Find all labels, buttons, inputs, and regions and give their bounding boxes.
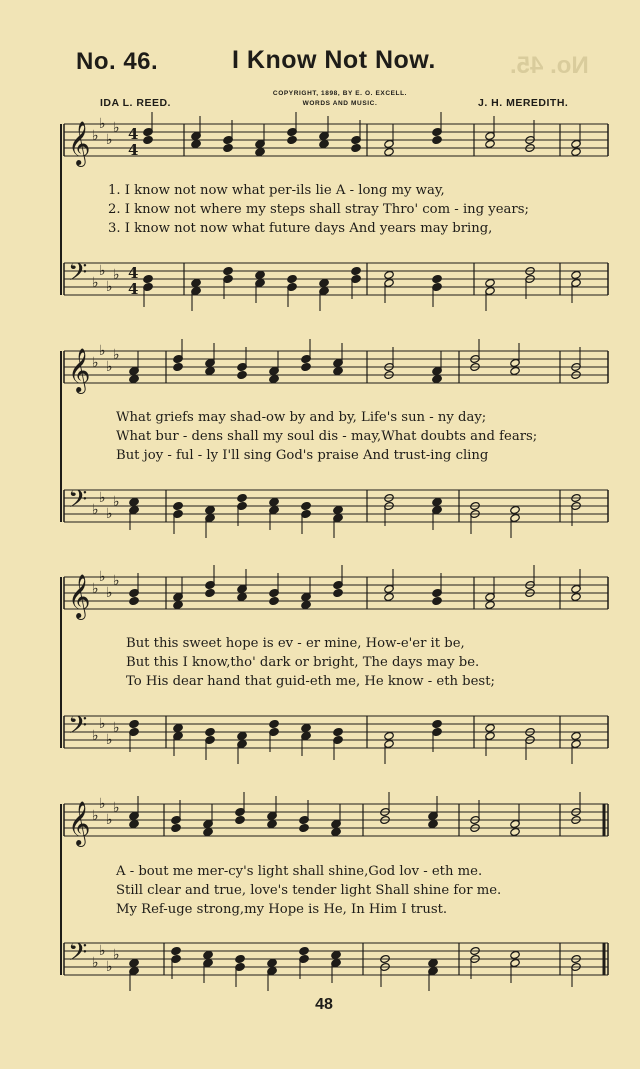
note-head (571, 270, 581, 279)
note-head (301, 723, 311, 732)
note-head (129, 719, 139, 728)
flat-sign: ♭ (99, 569, 106, 585)
note-head (171, 946, 181, 955)
time-signature-top: 4 (128, 125, 139, 143)
hymn-number: No. 46. (76, 48, 159, 75)
flat-sign: ♭ (99, 796, 106, 812)
flat-sign: ♭ (106, 279, 113, 295)
lyrics-system-3 (126, 634, 618, 691)
bass-clef: 𝄢 (68, 711, 88, 746)
flat-sign: ♭ (106, 959, 113, 975)
composer-credit: J. H. MEREDITH. (478, 97, 569, 109)
flat-sign: ♭ (113, 947, 120, 963)
note-head (191, 139, 201, 148)
note-head (485, 139, 495, 148)
note-head (205, 588, 215, 597)
verse-line: What bur - dens shall my soul dis - may,What doubts and fears; (116, 429, 538, 444)
flat-sign: ♭ (92, 808, 99, 824)
flat-sign: ♭ (99, 490, 106, 506)
note-head (432, 596, 442, 605)
note-head (331, 827, 341, 836)
note-head (171, 823, 181, 832)
note-head (510, 827, 520, 836)
verse-line: 2. I know not where my steps shall stray Thro' com - ing years; (108, 202, 529, 217)
treble-clef: 𝄞 (68, 801, 91, 845)
note-head (237, 493, 247, 502)
flat-sign: ♭ (99, 943, 106, 959)
note-head (301, 600, 311, 609)
bass-clef: 𝄢 (68, 258, 88, 293)
note-head (129, 819, 139, 828)
note-head (173, 362, 183, 371)
time-signature-bottom: 4 (128, 141, 139, 159)
note-head (432, 135, 442, 144)
lyrics-system-1 (108, 181, 600, 238)
note-head (485, 600, 495, 609)
copyright-line: COPYRIGHT, 1898, BY E. O. EXCELL. (272, 90, 408, 97)
flat-sign: ♭ (106, 132, 113, 148)
note-head (333, 505, 343, 514)
note-head (319, 278, 329, 287)
note-head (384, 592, 394, 601)
flat-sign: ♭ (99, 343, 106, 359)
note-head (510, 505, 520, 514)
note-head (351, 266, 361, 275)
bleed-through-text: No. 45. (510, 52, 589, 79)
treble-clef: 𝄞 (68, 348, 91, 392)
note-head (432, 497, 442, 506)
note-head (384, 147, 394, 156)
note-head (203, 950, 213, 959)
flat-sign: ♭ (92, 355, 99, 371)
lyrics-system-4 (116, 862, 608, 919)
flat-sign: ♭ (99, 263, 106, 279)
note-head (235, 954, 245, 963)
note-head (485, 278, 495, 287)
flat-sign: ♭ (113, 120, 120, 136)
verse-line: But joy - ful - ly I'll sing God's praise And trust-ing cling (116, 448, 489, 463)
note-head (255, 147, 265, 156)
note-head (432, 274, 442, 283)
verse-line: But this sweet hope is ev - er mine, How-e'er it be, (126, 636, 465, 651)
note-head (237, 592, 247, 601)
flat-sign: ♭ (92, 128, 99, 144)
note-head (287, 135, 297, 144)
flat-sign: ♭ (113, 347, 120, 363)
time-signature-top: 4 (128, 264, 139, 282)
note-head (333, 366, 343, 375)
lyrics-system-2 (116, 408, 608, 465)
flat-sign: ♭ (113, 573, 120, 589)
page-number: 48 (315, 996, 333, 1013)
treble-clef: 𝄞 (68, 574, 91, 618)
flat-sign: ♭ (106, 506, 113, 522)
flat-sign: ♭ (113, 800, 120, 816)
flat-sign: ♭ (92, 955, 99, 971)
note-head (255, 270, 265, 279)
note-head (510, 366, 520, 375)
note-head (351, 143, 361, 152)
note-head (129, 596, 139, 605)
note-head (432, 374, 442, 383)
note-head (571, 592, 581, 601)
note-head (384, 731, 394, 740)
note-head (173, 501, 183, 510)
bass-clef: 𝄢 (68, 485, 88, 520)
note-head (571, 731, 581, 740)
flat-sign: ♭ (106, 585, 113, 601)
note-head (237, 731, 247, 740)
note-head (267, 958, 277, 967)
flat-sign: ♭ (92, 502, 99, 518)
verse-line: To His dear hand that guid-eth me, He know - eth best; (126, 674, 495, 689)
flat-sign: ♭ (113, 494, 120, 510)
note-head (384, 270, 394, 279)
flat-sign: ♭ (106, 359, 113, 375)
note-head (571, 147, 581, 156)
note-head (333, 727, 343, 736)
note-head (143, 274, 153, 283)
note-head (173, 600, 183, 609)
note-head (301, 362, 311, 371)
note-head (333, 588, 343, 597)
time-signature-bottom: 4 (128, 280, 139, 298)
note-head (428, 819, 438, 828)
flat-sign: ♭ (113, 720, 120, 736)
note-head (129, 958, 139, 967)
flat-sign: ♭ (92, 728, 99, 744)
flat-sign: ♭ (99, 716, 106, 732)
note-head (269, 596, 279, 605)
note-head (432, 719, 442, 728)
flat-sign: ♭ (99, 116, 106, 132)
note-head (301, 501, 311, 510)
verse-line: A - bout me mer-cy's light shall shine,God lov - eth me. (116, 864, 483, 879)
note-head (510, 950, 520, 959)
flat-sign: ♭ (92, 581, 99, 597)
verse-line: My Ref-uge strong,my Hope is He, In Him I trust. (116, 902, 448, 917)
note-head (173, 723, 183, 732)
note-head (299, 823, 309, 832)
note-head (205, 727, 215, 736)
bass-clef: 𝄢 (68, 938, 88, 973)
flat-sign: ♭ (106, 812, 113, 828)
note-head (428, 958, 438, 967)
note-head (191, 278, 201, 287)
note-head (235, 815, 245, 824)
note-head (205, 366, 215, 375)
verse-line: 3. I know not now what future days And years may bring, (108, 221, 493, 236)
note-head (205, 505, 215, 514)
note-head (485, 723, 495, 732)
hymn-title: I Know Not Now. (232, 46, 436, 74)
verse-line: 1. I know not now what per-ils lie A - long my way, (108, 183, 445, 198)
note-head (129, 374, 139, 383)
flat-sign: ♭ (92, 275, 99, 291)
note-head (129, 497, 139, 506)
note-head (203, 827, 213, 836)
flat-sign: ♭ (106, 732, 113, 748)
author-credit: IDA L. REED. (100, 97, 171, 109)
note-head (143, 135, 153, 144)
flat-sign: ♭ (113, 267, 120, 283)
copyright-subline: WORDS AND MUSIC. (302, 100, 378, 107)
note-head (269, 497, 279, 506)
verse-line: What griefs may shad-ow by and by, Life's sun - ny day; (116, 410, 487, 425)
treble-clef: 𝄞 (68, 121, 91, 165)
verse-line: Still clear and true, love's tender light Shall shine for me. (116, 883, 502, 898)
note-head (287, 274, 297, 283)
note-head (319, 139, 329, 148)
verse-line: But this I know,tho' dark or bright, The days may be. (126, 655, 480, 670)
note-head (223, 266, 233, 275)
note-head (269, 374, 279, 383)
note-head (269, 719, 279, 728)
note-head (223, 143, 233, 152)
note-head (237, 370, 247, 379)
note-head (267, 819, 277, 828)
note-head (299, 946, 309, 955)
note-head (331, 950, 341, 959)
